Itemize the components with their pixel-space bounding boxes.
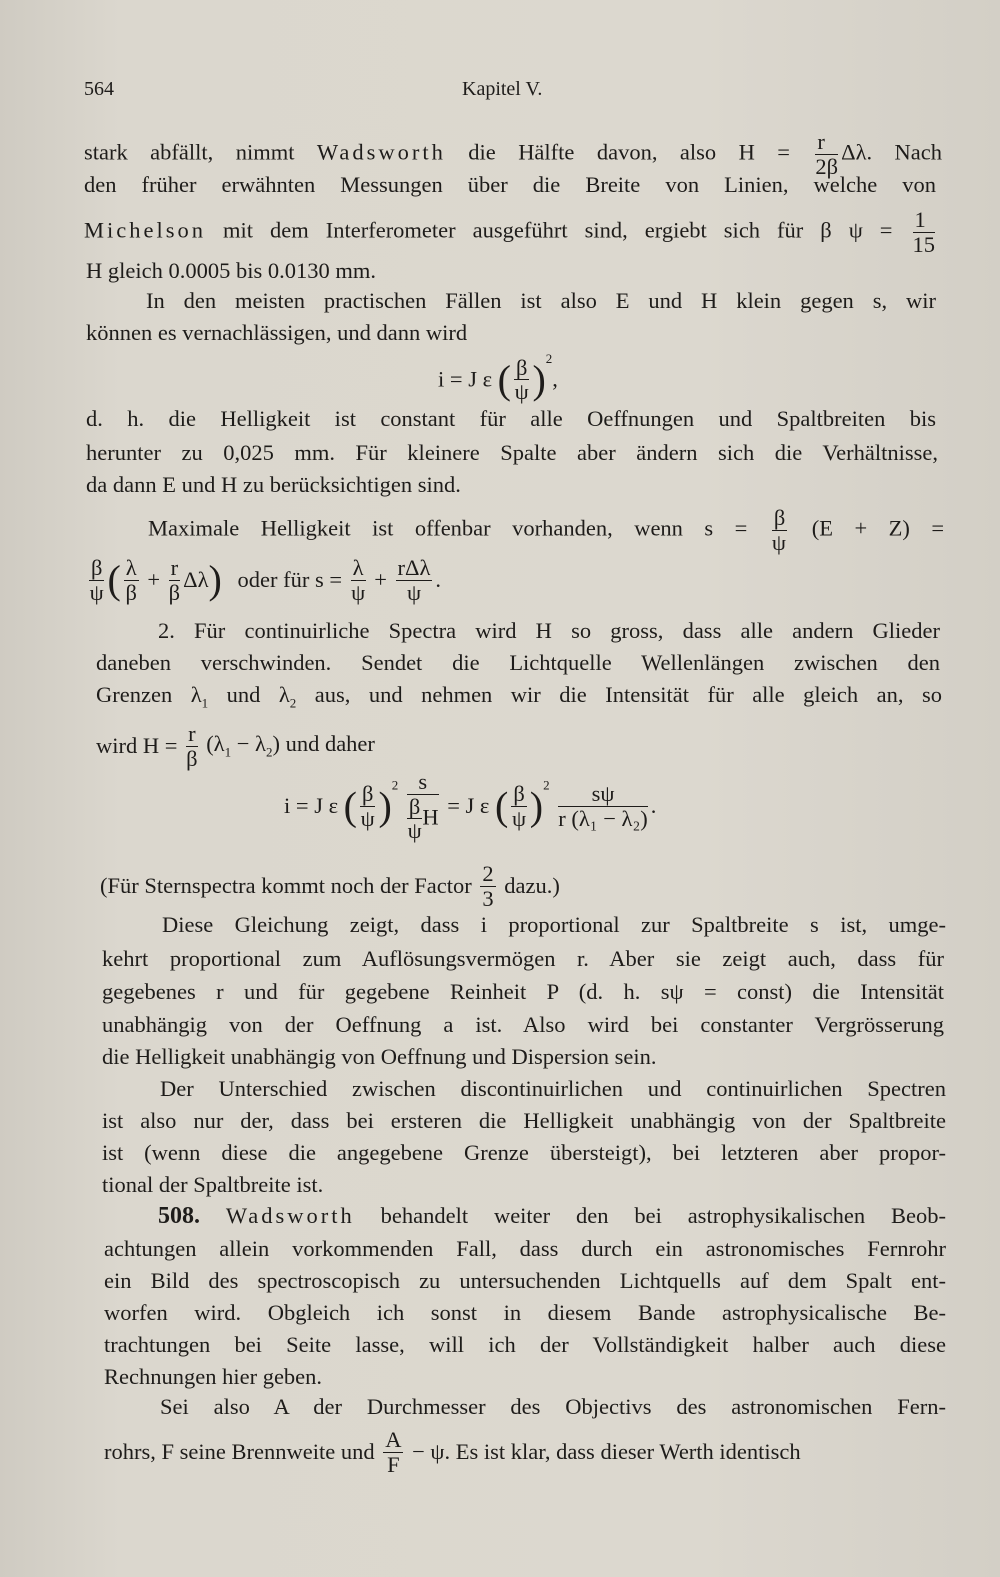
fraction-denominator: r (λ₁ − λ₂) [558, 805, 648, 831]
text-span: Maximale Helligkeit ist offenbar vorhanden, wenn s = [148, 515, 748, 541]
text-span: (λ [206, 731, 225, 757]
text-line-3 [84, 208, 938, 256]
period: . [435, 566, 442, 592]
fraction-numerator: s [407, 770, 439, 795]
paren-open: ( [107, 557, 121, 603]
text-span: behandelt weiter den bei astrophysikalischen Beob- [354, 1203, 946, 1228]
text-line-29: worfen wird. Obgleich ich sonst in diesem Bande astrophysicalische Be- [104, 1300, 946, 1325]
text-span: wird H = [96, 732, 178, 758]
fraction-numerator: β [91, 555, 103, 580]
text-line-23: ist also nur der, dass bei ersteren die Helligkeit unabhängig von der Spaltbreite [102, 1108, 946, 1133]
text-line-8: herunter zu 0,025 mm. Für kleinere Spalte aber ändern sich die Verhältnisse, [86, 440, 938, 465]
eq-lhs: i = J ε [438, 366, 493, 392]
text-line-9: da dann E und H zu berücksichtigen sind. [86, 472, 461, 497]
text-span: (Für Sternspectra kommt noch der Factor [100, 872, 472, 898]
subscript: 2 [265, 744, 273, 760]
text-span: (E + Z) = [811, 515, 945, 541]
fraction-r-over-beta [186, 722, 198, 770]
paren-close: ) [532, 356, 546, 402]
fraction-denominator: ψ [351, 579, 366, 605]
text-line-25: tional der Spaltbreite ist. [102, 1172, 324, 1197]
fraction-denominator: ψ [406, 579, 422, 605]
fraction-beta-over-psi [514, 356, 529, 404]
text-line-14 [96, 684, 942, 710]
fraction-beta-over-psi [511, 782, 526, 830]
exponent: 2 [543, 777, 550, 793]
fraction-lambda-over-psi [351, 556, 366, 604]
delta-lambda: Δλ [183, 566, 209, 592]
text-line-19: gegebenes r und für gegebene Reinheit P (d. h. sψ = const) die Intensität [102, 979, 944, 1004]
fraction-denominator: β [186, 745, 198, 771]
period: . [650, 793, 657, 819]
text-span: oder für s = [237, 566, 343, 592]
text-line-31: Rechnungen hier geben. [104, 1364, 323, 1389]
fraction-denominator: ψ [512, 805, 527, 831]
author-name-michelson: Michelson [84, 217, 206, 243]
text-span: − ψ. Es ist klar, dass dieser Werth identisch [412, 1438, 801, 1464]
fraction-numerator: r [815, 130, 838, 155]
fraction-numerator: 2 [482, 861, 494, 886]
fraction-numerator: r [170, 555, 179, 580]
text-line-28: ein Bild des spectroscopisch zu untersuchenden Lichtquells auf dem Spalt ent- [104, 1268, 946, 1293]
fraction-numerator: λ [352, 555, 364, 580]
text-line-11 [86, 556, 441, 604]
section-number: 508. [158, 1203, 200, 1229]
running-title: Kapitel V. [462, 78, 543, 100]
fraction-denominator [407, 795, 439, 843]
fraction-a-over-f [383, 1428, 403, 1476]
exponent: 2 [391, 777, 399, 793]
fraction-numerator: rΔλ [397, 555, 431, 580]
fraction-numerator: β [515, 354, 528, 380]
fraction-s-over-beta-psi-h [407, 770, 439, 843]
fraction-numerator: β [408, 793, 421, 819]
fraction-denominator: 2β [815, 153, 839, 179]
text-line-22: Der Unterschied zwischen discontinuirlichen und continuirlichen Spectren [160, 1076, 946, 1101]
text-span: dazu.) [504, 872, 560, 898]
fraction-denominator: ψ [514, 379, 529, 405]
fraction-beta-over-psi [360, 782, 375, 830]
paren-close: ) [378, 783, 392, 829]
text-line-15 [96, 722, 375, 770]
exponent: 2 [545, 351, 553, 366]
fraction-denominator: ψ [89, 579, 104, 605]
paren-open: ( [495, 783, 509, 829]
paren-open: ( [497, 356, 511, 402]
fraction-rdl-over-psi [396, 556, 433, 604]
text-line-21: die Helligkeit unabhängig von Oeffnung und Dispersion sein. [102, 1044, 657, 1069]
fraction-denominator: 15 [912, 231, 936, 257]
plus-sign: + [374, 566, 387, 592]
text-span: stark abfällt, nimmt [84, 139, 317, 165]
comma: , [552, 366, 558, 392]
fraction-numerator: A [385, 1427, 402, 1452]
text-span [206, 731, 375, 760]
text-line-2: den früher erwähnten Messungen über die Breite von Linien, welche von [84, 172, 936, 197]
text-span: ) und daher [272, 731, 375, 757]
plus-sign: + [147, 566, 161, 592]
text-line-1 [84, 130, 942, 178]
text-span: mit dem Interferometer ausgeführt sind, ergiebt sich für β ψ = [206, 217, 893, 243]
fraction-denominator: ψ [771, 529, 786, 555]
subscript: 1 [224, 744, 232, 760]
text-line-10 [148, 506, 944, 554]
fraction-numerator: β [773, 505, 786, 530]
text-span: Grenzen λ [96, 682, 202, 707]
fraction-spsi-over-r-lambda [558, 782, 648, 830]
fraction-r-over-beta [169, 556, 181, 604]
author-name-wadsworth: Wadsworth [316, 139, 446, 165]
page-number: 564 [84, 78, 114, 100]
text-line-27: achtungen allein vorkommenden Fall, dass durch ein astronomisches Fernrohr [104, 1236, 946, 1261]
text-line-26 [158, 1204, 946, 1228]
fraction-numerator: sψ [558, 782, 648, 807]
fraction-r-over-2beta [815, 130, 838, 178]
paren-close: ) [529, 783, 544, 829]
fraction-lambda-over-beta [124, 556, 139, 604]
author-name-wadsworth: Wadsworth [225, 1203, 355, 1228]
text-span: aus, und nehmen wir die Intensität für alle gleich an, so [296, 682, 942, 707]
fraction-beta-over-psi [772, 506, 787, 554]
fraction-denominator: β [125, 579, 137, 605]
text-span: rohrs, F seine Brennweite und [104, 1438, 375, 1464]
text-line-24: ist (wenn diese die angegebene Grenze übersteigt), bei letzteren aber propor- [102, 1140, 946, 1165]
equation-2 [284, 770, 656, 843]
subscript: 1 [201, 695, 209, 711]
text-span: die Hälfte davon, also H = [445, 139, 790, 165]
paren-open: ( [343, 783, 357, 829]
fraction-denominator: F [387, 1451, 400, 1477]
equation-1 [438, 352, 558, 404]
eq-middle: = J ε [447, 793, 490, 819]
fraction-denominator: 3 [482, 885, 494, 911]
fraction-2-over-3 [480, 862, 495, 910]
text-line-13: daneben verschwinden. Sendet die Lichtquelle Wellenlängen zwischen den [96, 650, 940, 675]
fraction-numerator: 1 [913, 208, 936, 233]
fraction-beta-over-psi [407, 795, 422, 843]
text-line-30: trachtungen bei Seite lasse, will ich der Vollständigkeit halber auch diese [104, 1332, 946, 1357]
text-line-12: 2. Für continuirliche Spectra wird H so gross, dass alle andern Glieder [158, 618, 940, 643]
eq-lhs: i = J ε [284, 793, 339, 819]
text-line-7: d. h. die Helligkeit ist constant für alle Oeffnungen und Spaltbreiten bis [86, 406, 936, 431]
text-line-6: können es vernachlässigen, und dann wird [86, 320, 468, 345]
fraction-beta-over-psi [89, 556, 104, 604]
fraction-denominator: β [168, 579, 181, 605]
text-line-20: unabhängig von der Oeffnung a ist. Also wird bei constanter Vergrösserung [102, 1012, 944, 1037]
text-line-4: H gleich 0.0005 bis 0.0130 mm. [86, 258, 376, 283]
text-line-18: kehrt proportional zum Auflösungsvermögen r. Aber sie zeigt auch, dass für [102, 946, 944, 971]
fraction-numerator: r [188, 721, 196, 746]
subscript: 2 [289, 695, 297, 711]
fraction-denominator: ψ [360, 805, 375, 831]
text-span: und λ [208, 682, 290, 707]
fraction-1-over-15 [913, 208, 936, 256]
text-line-5: In den meisten practischen Fällen ist also E und H klein gegen s, wir [146, 288, 936, 313]
text-line-16 [100, 862, 560, 910]
text-line-32: Sei also A der Durchmesser des Objectivs des astronomischen Fern- [160, 1394, 946, 1419]
fraction-numerator: λ [125, 555, 137, 580]
text-line-33 [104, 1428, 801, 1476]
text-span: Δλ. Nach [841, 139, 943, 165]
text-span: − λ [231, 731, 266, 757]
fraction-numerator: β [513, 781, 525, 807]
fraction-denominator: ψ [407, 818, 422, 844]
paren-close: ) [208, 557, 222, 603]
symbol-h: H [422, 803, 439, 829]
fraction-numerator: β [361, 781, 374, 807]
text-line-17: Diese Gleichung zeigt, dass i proportional zur Spaltbreite s ist, umge- [162, 912, 946, 937]
